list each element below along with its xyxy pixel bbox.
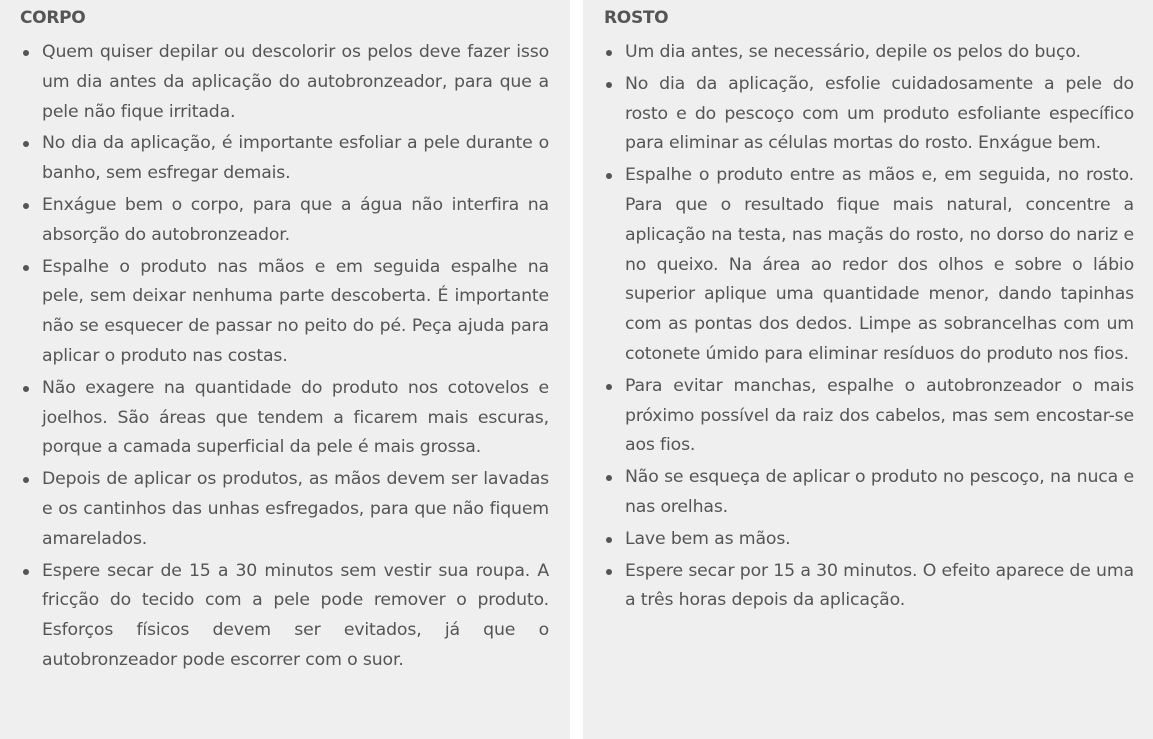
rosto-title: ROSTO: [604, 8, 669, 28]
list-item: Quem quiser depilar ou descolorir os pelos deve fazer isso um dia antes da aplicação do autobronzeador, para que a pele não fique irritada.: [20, 38, 549, 127]
list-item: Para evitar manchas, espalhe o autobronzeador o mais próximo possível da raiz dos cabelos, mas sem encostar-se aos fios.: [603, 372, 1134, 461]
list-item: No dia da aplicação, é importante esfoliar a pele durante o banho, sem esfregar demais.: [20, 129, 549, 189]
rosto-list: [603, 38, 1134, 618]
list-item: Espere secar por 15 a 30 minutos. O efeito aparece de uma a três horas depois da aplicação.: [603, 557, 1134, 617]
list-item: Um dia antes, se necessário, depile os pelos do buço.: [603, 38, 1134, 68]
list-item: Não exagere na quantidade do produto nos cotovelos e joelhos. São áreas que tendem a ficarem mais escuras, porque a camada superficial da pele é mais grossa.: [20, 374, 549, 463]
list-item: No dia da aplicação, esfolie cuidadosamente a pele do rosto e do pescoço com um produto esfoliante específico para eliminar as células mortas do rosto. Enxágue bem.: [603, 70, 1134, 159]
rosto-panel: [583, 0, 1153, 739]
list-item: Espalhe o produto entre as mãos e, em seguida, no rosto. Para que o resultado fique mais natural, concentre a aplicação na testa, nas maçãs do rosto, no dorso do nariz e no queixo. Na área ao redor dos olhos e sobre o lábio superior aplique uma quantidade menor, dando tapinhas com as pontas dos dedos. Limpe as sobrancelhas com um cotonete úmido para eliminar resíduos do produto nos fios.: [603, 161, 1134, 370]
list-item: Enxágue bem o corpo, para que a água não interfira na absorção do autobronzeador.: [20, 191, 549, 251]
list-item: Não se esqueça de aplicar o produto no pescoço, na nuca e nas orelhas.: [603, 463, 1134, 523]
corpo-title: CORPO: [20, 8, 86, 28]
corpo-list: [20, 38, 549, 678]
list-item: Depois de aplicar os produtos, as mãos devem ser lavadas e os cantinhos das unhas esfregados, para que não fiquem amarelados.: [20, 465, 549, 554]
corpo-panel: [0, 0, 570, 739]
list-item: Espalhe o produto nas mãos e em seguida espalhe na pele, sem deixar nenhuma parte descoberta. É importante não se esquecer de passar no peito do pé. Peça ajuda para aplicar o produto nas costas.: [20, 253, 549, 372]
list-item: Lave bem as mãos.: [603, 525, 1134, 555]
list-item: Espere secar de 15 a 30 minutos sem vestir sua roupa. A fricção do tecido com a pele pode remover o produto. Esforços físicos devem ser evitados, já que o autobronzeador pode escorrer com o suor.: [20, 557, 549, 676]
